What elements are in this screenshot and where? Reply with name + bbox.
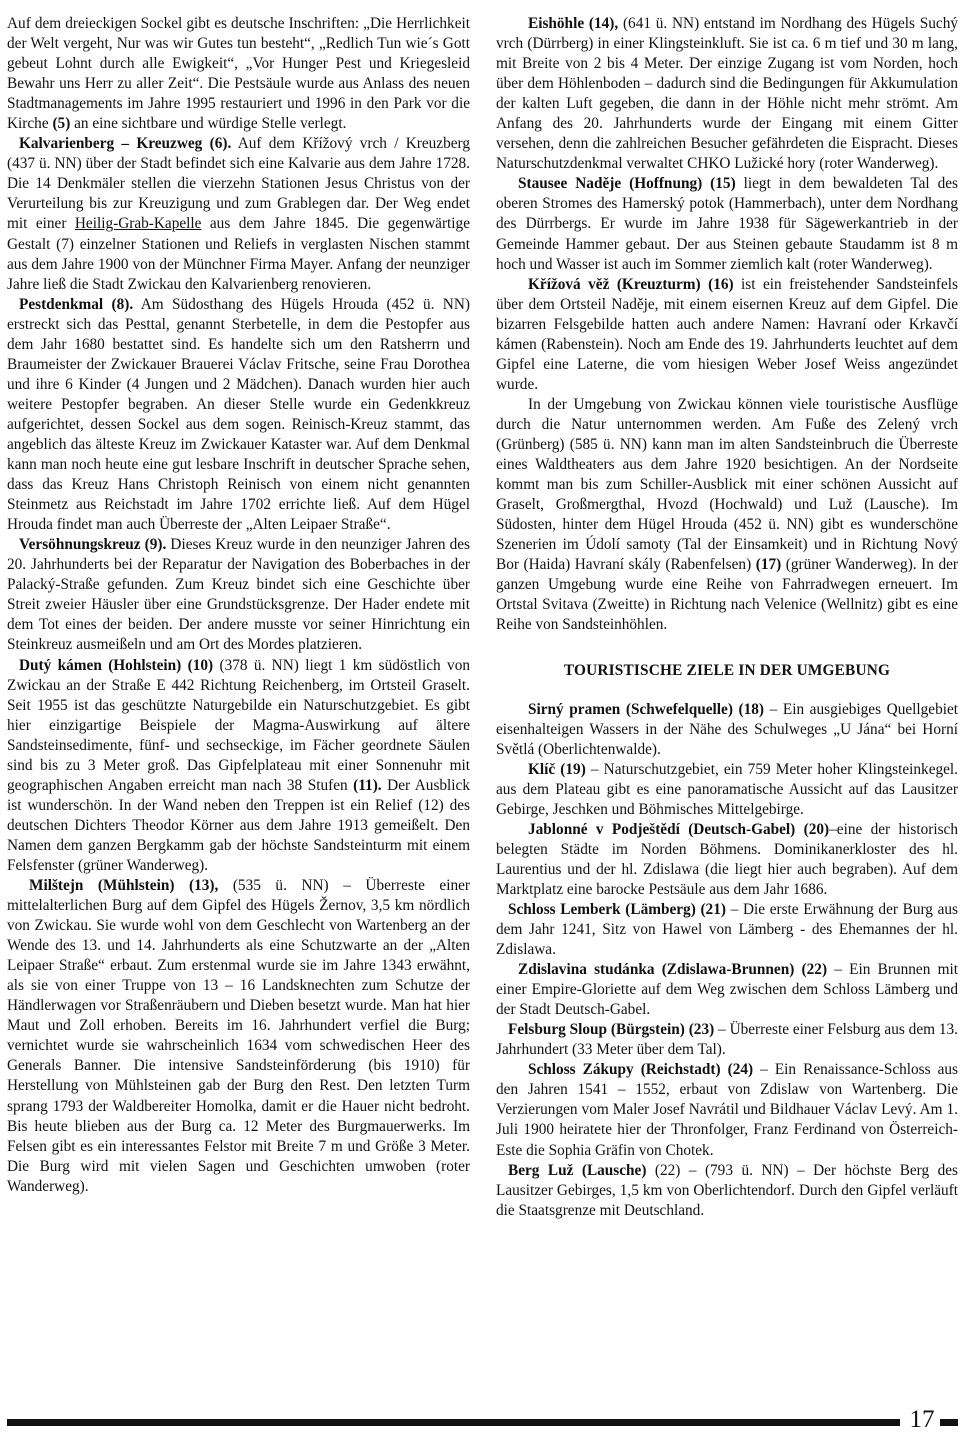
paragraph-luz — [496, 1161, 958, 1221]
heading-stausee: Stausee Naděje (Hoffnung) (15) — [518, 175, 736, 193]
number-ref: (11). — [353, 776, 382, 794]
paragraph-pestdenkmal — [7, 295, 470, 536]
heading-klic: Klíč (19) — [528, 760, 586, 778]
text: (grüner Wanderweg). In der ganzen Umgebung wurde eine Reihe von Fahrradwegen erneuert. Im Ortstal Svitava (Zweitte) in Richtung nach Velenice (Wellnitz) gibt es eine Reihe von Sandsteinhöhlen. — [496, 556, 958, 634]
paragraph-lemberk — [496, 900, 958, 960]
paragraph-kalvarienberg — [7, 134, 470, 294]
text: – Ein ausgiebiges Quellgebiet eisenhalteigen Wassers in der Nähe des Schulweges „U Jána“ bei Horní Světlá (Oberlichtenwalde). — [496, 700, 959, 758]
text: – Die erste Erwähnung der Burg aus dem Jahr 1241, Sitz von Hawel von Lämberg - des Ehemannes der hl. Zdislawa. — [496, 900, 958, 959]
heading-versoehnungskreuz: Versöhnungskreuz (9). — [19, 536, 167, 554]
footer-corner-block — [940, 1419, 958, 1426]
footer-rule — [7, 1419, 900, 1426]
text: – Naturschutzgebiet, ein 759 Meter hoher Klingsteinkegel. aus dem Plateau gibt es eine panoramatische Aussicht auf das Lausitzer Gebirge, Jeschken und Böhmisches Mittelgebirge. — [496, 760, 959, 818]
heading-milstejn: Milštejn (Mühlstein) (13), — [29, 877, 219, 895]
text: liegt in dem bewaldeten Tal des oberen Stromes des Hamerský potok (Hammerbach), unter dem Nordhang des Dürrbergs. Er wurde im Jahre 1938 für Sägewerkantrieb in der Gemeinde Hammer gebaut. Der aus Steinen gebaute Staudamm ist 8 m hoch und Wasser ist auch im Sommer ziemlich kalt (roter Wanderweg). — [496, 175, 959, 273]
heading-zdislavina: Zdislavina studánka (Zdislawa-Brunnen) (22) — [518, 961, 828, 979]
heading-kalvarienberg: Kalvarienberg – Kreuzweg (6). — [19, 135, 232, 153]
number-ref: (17) — [755, 556, 782, 574]
right-column — [496, 14, 958, 1221]
text: an eine sichtbare und würdige Stelle verlegt. — [70, 115, 347, 133]
text: (378 ü. NN) liegt 1 km südöstlich von Zwickau an der Straße E 442 Richtung Reichenberg, im Ortsteil Graselt. Seit 1955 ist das geschützte Naturgebilde ein Naturschutzgebiet. Es gibt hier einzigartige Beispiele der Magma-Auswirkung auf ältere Sandsteinsedimente, fünf- und sechseckige, im Fächer geordnete Säulen sind bis zu 3 Meter groß. Das Gipfelplateau mit einer Sonnenuhr mit geographischen Angaben erreicht man nach 38 Stufen — [7, 656, 470, 794]
paragraph-umgebung — [496, 395, 958, 636]
page-number: 17 — [904, 1406, 940, 1434]
heading-lemberk: Schloss Lemberk (Lämberg) (21) — [508, 900, 726, 918]
paragraph-zdislavina — [496, 960, 958, 1020]
heading-luz: Berg Luž (Lausche) — [508, 1161, 647, 1179]
paragraph-krizova-vez — [496, 275, 958, 395]
heading-krizova-vez: Křížová věž (Kreuzturm) (16) — [528, 275, 734, 293]
text: (22) – (793 ü. NN) – Der höchste Berg des Lausitzer Gebirges, 1,5 km von Oberlichtendorf. Durch den Gipfel verläuft die Staatsgrenze mit Deutschland. — [496, 1161, 958, 1219]
paragraph-inscriptions — [7, 14, 470, 134]
left-column — [7, 14, 470, 1197]
text: Der Ausblick ist wunderschön. In der Wand neben den Treppen ist ein Relief (12) des deutschen Dichters Theodor Körner aus dem Jahre 1913 gemeißelt. Den Namen dem ganzen Bergkamm gab der höchste Sandsteinturm mit einem Felsfenster (grüner Wanderweg). — [7, 776, 470, 874]
heading-eishoehle: Eishöhle (14), — [528, 15, 619, 32]
heading-sloup: Felsburg Sloup (Bürgstein) (23) — [508, 1021, 715, 1039]
heading-sirny-pramen: Sirný pramen (Schwefelquelle) (18) — [528, 700, 765, 718]
text: Dieses Kreuz wurde in den neunziger Jahren des 20. Jahrhunderts bei der Reparatur der Navigation des Boberbaches in der Palacký-Straße gefunden. Zum Kreuz bindet sich eine Geschichte über Streit zweier Häusler über eine Grundstücksgrenze. Der Hader endete mit dem Tot eines der beiden. Der andere musste vor seiner Hinrichtung ein Steinkreuz ausmeißeln und am Ort des Mordes platzieren. — [7, 536, 470, 654]
paragraph-stausee — [496, 174, 958, 274]
underlined-term: Heilig-Grab-Kapelle — [74, 215, 202, 233]
heading-zakupy: Schloss Zákupy (Reichstadt) (24) — [528, 1061, 754, 1079]
text: ist ein freistehender Sandsteinfels über dem Ortsteil Naděje, mit einem eisernen Kreuz auf dem Gipfel. Die bizarren Felsgebilde hatten auch andere Namen: Havraní oder Krkavčí kámen (Rabenstein). Noch am Ende des 19. Jahrhunderts leuchtet auf dem Gipfel eine Laterne, die vom hiesigen Weber Josef Weiss angezündet wurde. — [496, 275, 958, 393]
text: (641 ü. NN) entstand im Nordhang des Hügels Suchý vrch (Dürrberg) in einer Klingsteinkluft. Sie ist ca. 6 m tief und 30 m lang, mit Breite von 2 bis 4 Meter. Der einzige Zugang ist vom Norden, hoch über dem Höhlenboden – dadurch sind die Bedingungen für Akkumulation der kalten Luft gegeben, die dann in der Höhle nicht mehr strömt. Am Anfang des 20. Jahrhunderts wurde der Eingang mit einem Gitter versehen, denn die zahlreichen Besucher gefährdeten die Eispracht. Dieses Naturschutzdenkmal verwaltet CHKO Lužické hory (roter Wanderweg). — [496, 15, 958, 173]
paragraph-jablonne — [496, 820, 958, 900]
text: – Überreste einer Felsburg aus dem 13. Jahrhundert (33 Meter über dem Tal). — [496, 1021, 958, 1059]
text: –eine der historisch belegten Städte im Norden Böhmens. Dominikanerkloster des hl. Laurentius und der hl. Zdislawa (die liegt hier auch begraben). Auf dem Marktplatz eine barocke Pestsäule aus dem Jahr 1686. — [496, 820, 958, 898]
heading-duty-kamen: Dutý kámen (Hohlstein) (10) — [19, 656, 214, 674]
heading-pestdenkmal: Pestdenkmal (8). — [19, 295, 134, 313]
paragraph-zakupy — [496, 1060, 958, 1160]
paragraph-klic — [496, 760, 958, 820]
number-ref: (5) — [52, 115, 71, 133]
paragraph-duty-kamen — [7, 656, 470, 877]
heading-jablonne: Jablonné v Podještědí (Deutsch-Gabel) (20) — [528, 820, 830, 838]
paragraph-versoehnungskreuz — [7, 535, 470, 655]
text: (535 ü. NN) – Überreste einer mittelalterlichen Burg auf dem Gipfel des Hügels Žernov, 3,5 km nördlich von Zwickau. Sie wurde wohl von dem Geschlecht von Wartenberg an der Wende des 13. und 14. Jahrhunderts als eine Schutzwarte an der „Alten Leipaer Straße“ erbaut. Zum erstenmal wurde sie im Jahre 1343 erwähnt, als sie von einer Truppe von 13 – 16 Landsknechten zum Schutze der Händlerwagen vor Straßenräubern und Dieben besetzt wurde. Man hat hier Maut und Zoll erhoben. Bereits im 16. Jahrhundert verfiel die Burg; vernichtet wurde sie wahrscheinlich 1634 vom schwedischen Heer des Generals Banner. Die intensive Sandsteinförderung (bis 1910) für Herstellung von Mühlsteinen gab der Burg den Rest. Den letzten Turm sprang 1793 der Waldbereiter Homolka, damit er die Hauer nicht bedroht. Bis heute blieben aus der Burg ca. 12 Meter des Burgmauerwerks. Im Felsen gibt es ein interessantes Felstor mit Breite 7 m und Größe 3 Meter. Die Burg wird mit vielen Sagen und Geschichten umwoben (roter Wanderweg). — [7, 877, 470, 1195]
paragraph-milstejn — [7, 876, 470, 1197]
section-heading: TOURISTISCHE ZIELE IN DER UMGEBUNG — [563, 662, 891, 680]
paragraph-sloup — [496, 1020, 958, 1060]
paragraph-eishoehle — [496, 14, 958, 174]
text: Auf dem Křížový vrch / Kreuzberg (437 ü. NN) über der Stadt befindet sich eine Kalvarie aus dem Jahre 1728. Die 14 Denkmäler stellen die vierzehn Stationen Jesus Christus von der Verurteilung bis zur Kreuzigung und zum Grablegen dar. Der Weg endet mit einer — [7, 135, 470, 233]
paragraph-sirny-pramen — [496, 700, 958, 760]
text: Am Südosthang des Hügels Hrouda (452 ü. NN) erstreckt sich das Pesttal, genannt Sterbetelle, in dem die Pestopfer aus dem Jahr 1680 bestattet sind. Es handelte sich um den Ratsherrn und Braumeister der Zwickauer Brauerei Václav Fritsche, seine Frau Dorothea und ihre 6 Kinder (4 Jungen und 2 Mädchen). Danach wurden hier auch weitere Pestopfer begraben. An dieser Stelle wurde ein Gedenkkreuz aufgerichtet, dessen Sockel aus dem sogen. Reinisch-Kreuz stammt, das angeblich das älteste Kreuz im Zwickauer Kataster war. Auf dem Denkmal kann man noch heute eine gut lesbare Inschrift in deutscher Sprache sehen, dass das Kreuz Hans Christoph Reinisch von einem nicht genannten Steinmetz aus Reichstadt im Jahre 1702 errichte ließ. Auf dem Hügel Hrouda findet man auch Überreste der „Alten Leipaer Straße“. — [7, 295, 470, 534]
text: – Ein Brunnen mit einer Empire-Gloriette auf dem Weg zwischen dem Schloss Lämberg und der Stadt Deutsch-Gabel. — [496, 961, 958, 1019]
text: In der Umgebung von Zwickau können viele touristische Ausflüge durch die Natur unternommen werden. Am Fuße des Zelený vrch (Grünberg) (585 ü. NN) kann man im alten Sandsteinbruch die Überreste eines Waldtheaters aus dem Jahre 1920 besichtigen. An der Nordseite kommt man bis zum Schiller-Ausblick mit einer schönen Aussicht auf Graselt, Großmergthal, Hvozd (Hochwald) und Luž (Lausche). Im Südosten, hinter dem Hügel Hrouda (452 ü. NN) gibt es wunderschöne Szenerien im Údolí samoty (Tal der Einsamkeit) und in Richtung Nový Bor (Haida) Havraní skály (Rabenfelsen) — [496, 395, 958, 574]
text: aus dem Jahre 1845. Die gegenwärtige Gestalt (7) einzelner Stationen und Reliefs in verglasten Nischen stammt aus dem Jahre 1900 von der Münchner Firma Mayer. Anfang der neunziger Jahre ließ die Stadt Zwickau den Kalvarienberg renovieren. — [7, 215, 470, 293]
text: Auf dem dreieckigen Sockel gibt es deutsche Inschriften: „Die Herrlichkeit der Welt vergeht, Nur was wir Gutes tun besteht“, „Redlich Tun wie´s Gott gebeut Lohnt durch alle Ewigkeit“, „Vor Hunger Pest und Kriegesleid Bewahr uns Herr zu aller Zeit“. Die Pestsäule wurde aus Anlass des neuen Stadtmanagements im Jahre 1995 restauriert und 1996 in den Park vor die Kirche — [7, 15, 470, 133]
text: – Ein Renaissance-Schloss aus den Jahren 1541 – 1552, erbaut von Zdislaw von Wartenberg. Die Verzierungen vom Maler Josef Navrátil und Bildhauer Václav Levý. Am 1. Juli 1900 heiratete hier der Thronfolger, Franz Ferdinand von Österreich-Este die Sophia Gräfin von Chotek. — [496, 1061, 958, 1159]
